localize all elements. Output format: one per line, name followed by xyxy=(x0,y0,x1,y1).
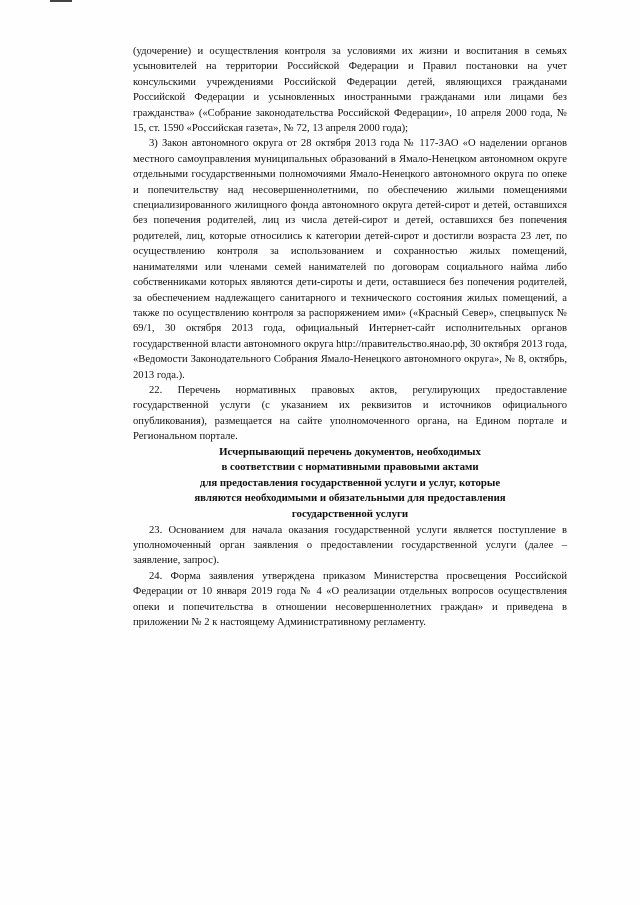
section-heading-line: являются необходимыми и обязательными для предоставления xyxy=(194,492,506,505)
paragraph-24: 24. Форма заявления утверждена приказом Министерства просвещения Российской Федерации от 10 января 2019 года № 4 «О реализации отдельных вопросов осуществления опеки и попечительства в отношении несовершеннолетних граждан» и приведена в приложении № 2 к настоящему Административному регламенту. xyxy=(133,570,567,628)
paragraph-23: 23. Основанием для начала оказания государственной услуги является поступление в уполномоченный орган заявления о предоставлении государственной услуги (далее – заявление, запрос). xyxy=(133,524,567,567)
paragraph-22: 22. Перечень нормативных правовых актов, регулирующих предоставление государственной услуги (с указанием их реквизитов и источников официального опубликования), размещается на сайте уполномоченного органа, на Едином портале и Региональном портале. xyxy=(133,384,567,443)
section-heading-line: Исчерпывающий перечень документов, необходимых xyxy=(219,445,481,458)
section-heading xyxy=(133,445,567,523)
scan-edge-mark xyxy=(50,0,72,2)
section-heading-line: государственной услуги xyxy=(291,507,409,520)
document-body xyxy=(133,44,567,630)
paragraph-continued: (удочерение) и осуществления контроля за условиями их жизни и воспитания в семьях усыновителей на территории Российской Федерации и Правил постановки на учет консульскими учреждениями Российской Федерации детей, являющихся гражданами Российской Федерации и усыновленных иностранными гражданами или лицами без гражданства» («Собрание законодательства Российской Федерации», 10 апреля 2000 года, № 15, ст. 1590 «Российская газета», № 72, 13 апреля 2000 года); xyxy=(133,46,567,135)
paragraph-law-3: 3) Закон автономного округа от 28 октября 2013 года № 117-ЗАО «О наделении органов местного самоуправления муниципальных образований в Ямало-Ненецком автономном округе отдельными государственными полномочиями Ямало-Ненецкого автономного округа по опеке и попечительству над несовершеннолетними, по обеспечению жилыми помещениями специализированного жилищного фонда автономного округа детей-сирот и детей, оставшихся без попечения родителей, лиц из числа детей-сирот и детей, оставшихся без попечения родителей, лиц, которые относились к категории детей-сирот и достигли возраста 23 лет, по осуществлению контроля за использованием и сохранностью жилых помещений, нанимателями или членами семей нанимателей по договорам социального найма либо собственниками которых являются дети-сироты и дети, оставшиеся без попечения родителей, за обеспечением надлежащего санитарного и технического состояния жилых помещений, а также по осуществлению контроля за распоряжением ими» («Красный Север», спецвыпуск № 69/1, 30 октября 2013 года, официальный Интернет-сайт исполнительных органов государственной власти автономного округа http://правительство.янао.рф, 30 октября 2013 года, «Ведомости Законодательного Собрания Ямало-Ненецкого автономного округа», № 8, октябрь, 2013 года.). xyxy=(133,138,567,381)
section-heading-line: в соответствии с нормативными правовыми актами xyxy=(221,461,479,474)
section-heading-line: для предоставления государственной услуги и услуг, которые xyxy=(199,476,501,489)
